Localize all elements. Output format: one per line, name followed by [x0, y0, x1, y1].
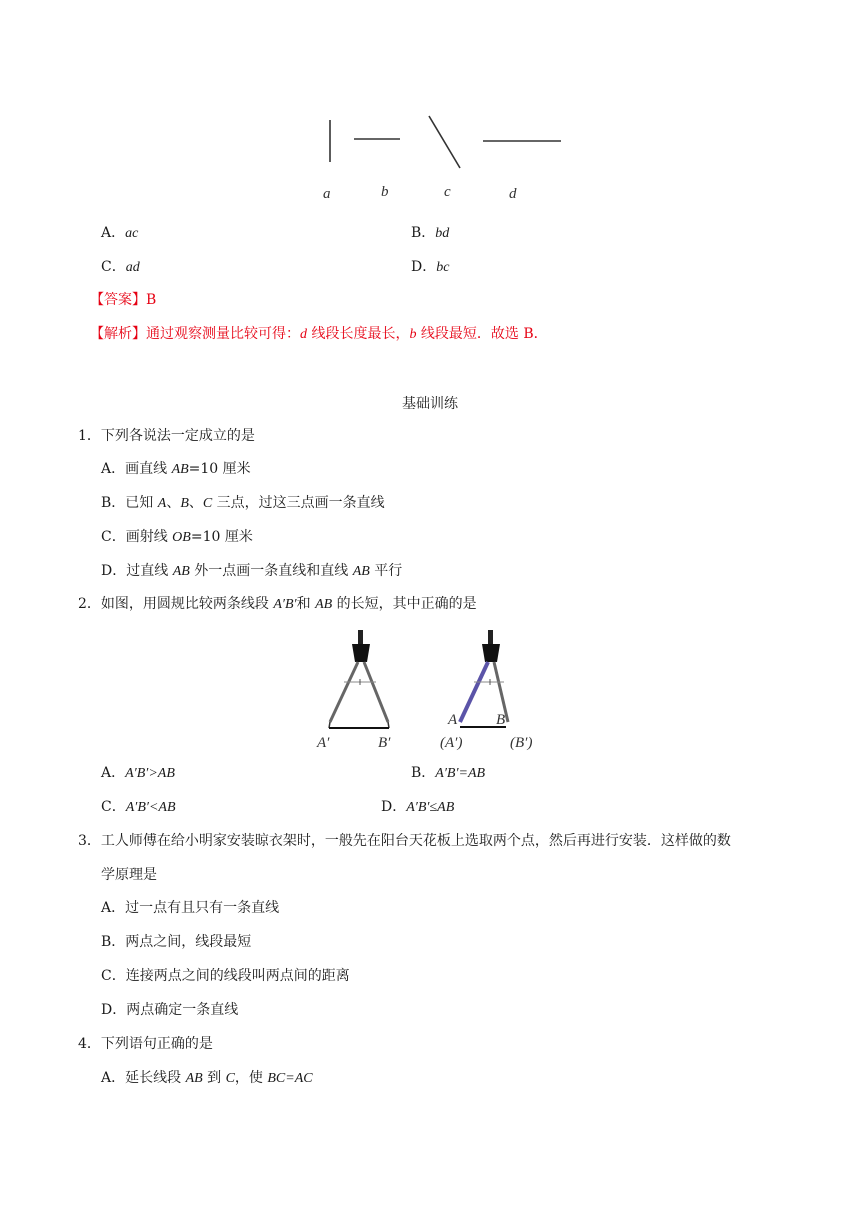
q3-option-b: B．两点之间，线段最短 — [101, 934, 252, 950]
q2-option-b: B．A′B′=AB — [411, 765, 486, 781]
q1-option-c: C．画射线 OB=10 厘米 — [101, 529, 253, 545]
answer-line: 【答案】B — [90, 292, 157, 308]
q2-option-d: D．A′B′≤AB — [381, 799, 455, 815]
q3-stem-line2: 学原理是 — [101, 867, 157, 883]
label-a-prime: A′ — [317, 735, 330, 751]
label-c: c — [444, 184, 451, 200]
label-b-prime: B′ — [378, 735, 391, 751]
q2-stem: 2．如图，用圆规比较两条线段 A′B′和 AB 的长短，其中正确的是 — [78, 596, 477, 612]
line-segments-figure — [318, 108, 568, 204]
label-a: A — [448, 712, 458, 728]
segment-c — [429, 116, 460, 168]
q4-stem: 4．下列语句正确的是 — [78, 1036, 213, 1052]
q3-option-a: A．过一点有且只有一条直线 — [101, 900, 280, 916]
q2-option-a: A．A′B′>AB — [101, 765, 175, 781]
q1-stem: 1．下列各说法一定成立的是 — [78, 428, 255, 444]
prev-option-d: D．bc — [411, 259, 450, 275]
q3-option-d: D．两点确定一条直线 — [101, 1002, 239, 1018]
prev-option-b: B．bd — [411, 225, 450, 241]
label-d: d — [509, 186, 517, 202]
q1-option-b: B．已知 A、B、C 三点，过这三点画一条直线 — [101, 495, 385, 511]
q3-stem-line1: 3．工人师傅在给小明家安装晾衣架时，一般先在阳台天花板上选取两个点，然后再进行安装．这样做的数 — [78, 833, 731, 849]
q2-option-c: C．A′B′<AB — [101, 799, 176, 815]
label-b-prime-paren: (B′) — [510, 735, 533, 751]
analysis-line: 【解析】通过观察测量比较可得：d 线段长度最长，b 线段最短．故选 B． — [90, 326, 548, 342]
section-title: 基础训练 — [402, 396, 458, 412]
q1-option-a: A．画直线 AB=10 厘米 — [101, 461, 251, 477]
prev-option-c: C．ad — [101, 259, 140, 275]
label-a: a — [323, 186, 331, 202]
label-b: B — [496, 712, 506, 728]
q3-option-c: C．连接两点之间的线段叫两点间的距离 — [101, 968, 350, 984]
q4-option-a: A．延长线段 AB 到 C，使 BC=AC — [101, 1070, 313, 1086]
compass-left — [329, 630, 389, 728]
compass-figure — [314, 624, 546, 752]
q1-option-d: D．过直线 AB 外一点画一条直线和直线 AB 平行 — [101, 563, 403, 579]
label-a-prime-paren: (A′) — [440, 735, 463, 751]
label-b: b — [381, 184, 389, 200]
prev-option-a: A．ac — [101, 225, 139, 241]
